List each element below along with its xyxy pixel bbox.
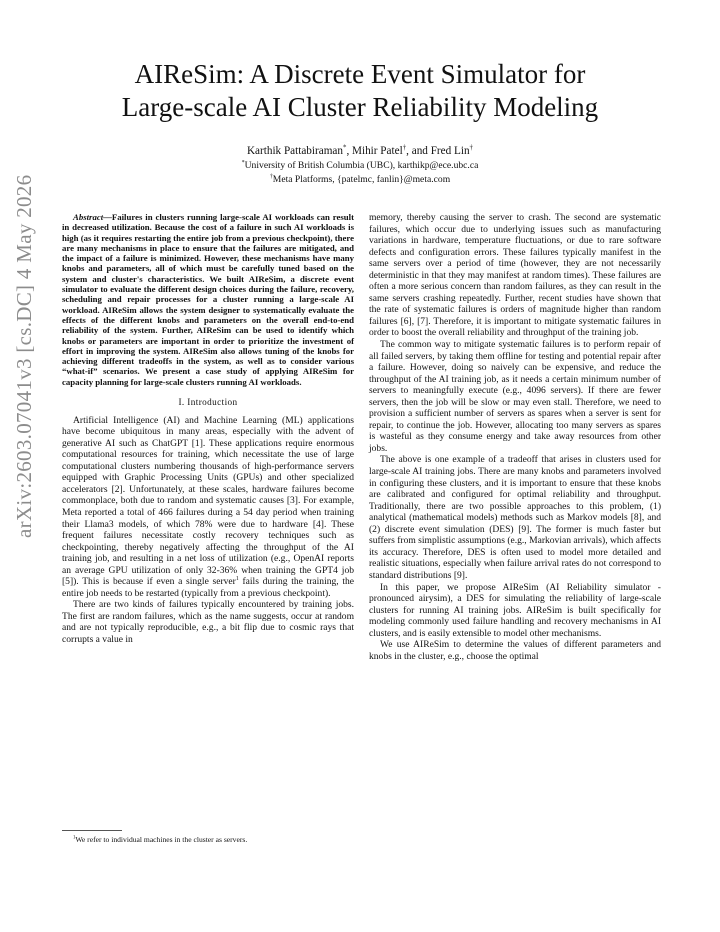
affiliation-meta xyxy=(60,173,660,186)
abstract-label: Abstract xyxy=(73,212,104,222)
affiliation-mark: † xyxy=(269,173,273,180)
paragraph: The above is one example of a tradeoff that arises in clusters used for large-scale AI training jobs. There are many knobs and parameters involved in configuring these clusters, and it is important to ensure that these knobs are calibrated and configured for optimal reliability and throughput. Traditionally, there are two possible approaches to this problem, (1) analytical (mathematical models) methods such as Markov models [8], and (2) discrete event simulation (DES) [9]. The former is much faster but suffers from simplistic assumptions (e.g., Markovian arrivals), which affects its accuracy. Therefore, DES is often used to model more detailed and realistic situations, especially when failure arrival rates do not correspond to standard distributions [9]. xyxy=(369,454,661,581)
abstract xyxy=(62,212,354,387)
left-column xyxy=(62,212,354,646)
affiliation-text: University of British Columbia (UBC), karthikp@ece.ubc.ca xyxy=(244,160,479,171)
author-name: , and Fred Lin xyxy=(406,145,470,157)
paragraph-text: fails during the training, the entire job needs to be restarted (typically from a previous checkpoint). xyxy=(62,576,355,599)
affiliation-mark: * xyxy=(241,159,245,166)
paragraph xyxy=(62,415,354,600)
affiliation-mark: † xyxy=(469,143,474,152)
affiliation-text: Meta Platforms, {patelmc, fanlin}@meta.com xyxy=(272,174,451,185)
paragraph: memory, thereby causing the server to crash. The second are systematic failures, which occur due to underlying issues such as manufacturing variations in hardware, temperature fluctuations, or due to rare software defects and configuration errors. These failures typically manifest in the same servers over a period of time (however, they are not necessarily deterministic in that they may manifest at random times). These failures are often a more serious concern than random failures, as they can result in the same servers crashing repeatedly. Further, recent studies have shown that the rate of systematic failures is orders of magnitude higher than random failures [6], [7]. Therefore, it is important to mitigate systematic failures in order to boost the overall reliability and throughput of the training job. xyxy=(369,212,661,339)
paragraph: The common way to mitigate systematic failures is to perform repair of all failed servers, by taking them offline for testing and potential repair after a failure. However, doing so naively can be expensive, and reduce the throughput of the AI training job, as it needs a certain minimum number of servers to meaningfully execute (e.g., 4096 servers). If there are fewer servers, then the job will be slow or may even stall. Therefore, we need to provision a sufficient number of servers as spares when a server is sent for repair, to continue the job. However, allocating too many servers as spares is wasteful as they consume energy and take away resources from other jobs. xyxy=(369,339,661,454)
footnote-mark: 1 xyxy=(235,576,239,583)
affiliation-mark: † xyxy=(402,143,407,152)
footnote-divider xyxy=(62,830,122,831)
footnote-mark: 1 xyxy=(73,835,76,841)
right-column xyxy=(369,212,661,662)
arxiv-identifier: arXiv:2603.07041v3 [cs.DC] 4 May 2026 xyxy=(12,174,36,538)
author-name: , Mihir Patel xyxy=(346,145,403,157)
abstract-text: —Failures in clusters running large-scale AI workloads can result in decreased utilization. Because the cost of a failure in such AI workloads is high (as it requires restarting the entire job from a previous checkpoint), there are many mechanisms in place to ensure that the failures are mitigated, and the impact of a failure is minimized. However, these mechanisms have many knobs and parameters, all of which must be carefully tuned based on the system and cluster's characteristics. We built AIReSim, a discrete event simulator to evaluate the different design choices during the failure, recovery, scheduling and repair processes for a cluster running a large-scale AI workload. AIReSim allows the system designer to systematically evaluate the effects of the different knobs and parameters on the overall end-to-end reliability of the system. Further, AIReSim can be used to identify which knobs or parameters are important in order to prioritize the investment of effort in improving the system. AIReSim also allows tuning of the knobs for achieving different tradeoffs in the system, as well as to consider various “what-if” scenarios. We present a case study of applying AIReSim for capacity planning for large-scale clusters running AI workloads. xyxy=(62,212,354,387)
paper-title xyxy=(60,58,660,124)
section-heading-introduction: I. Introduction xyxy=(178,397,238,408)
footnote xyxy=(62,835,354,844)
paragraph: There are two kinds of failures typically encountered by training jobs. The first are random failures, which as the name suggests, occur at random and are not typically reproducible, e.g., a bit flip due to cosmic rays that corrupts a value in xyxy=(62,599,354,645)
paragraph-text: Artificial Intelligence (AI) and Machine Learning (ML) applications have become ubiquitous in many areas, especially with the advent of generative AI such as ChatGPT [1]. These applications require enormous computational resources for training, which necessitate the use of large computational clusters numbering thousands of high-performance servers equipped with Graphic Processing Units (GPUs) and other specialized accelerators [2]. Unfortunately, at these scales, hardware failures become commonplace, both due to random and systematic causes [3]. For example, Meta reported a total of 466 failures during a 54 day period when training their Llama3 models, of which 78% were due to hardware [4]. These frequent failures necessitate costly recovery techniques such as checkpointing, thereby negatively affecting the throughput of the AI training job, and resulting in a net loss of utilization (e.g., OpenAI reports an average GPU utilization of only 32-36% when training the GPT4 job [5]). This is because if even a single server xyxy=(62,414,354,588)
paragraph: In this paper, we propose AIReSim (AI Reliability simulator - pronounced airysim), a DES for simulating the reliability of large-scale clusters for running AI training jobs. AIReSim is built specifically for modeling commonly used failure handling and recovery mechanisms in AI clusters, and is easily extensible to model other mechanisms. xyxy=(369,581,661,639)
paragraph: We use AIReSim to determine the values of different parameters and knobs in the cluster, e.g., choose the optimal xyxy=(369,639,661,662)
title-line-1: AIReSim: A Discrete Event Simulator for xyxy=(134,59,586,89)
author-list xyxy=(60,144,660,158)
affiliation-mark: * xyxy=(342,143,347,152)
affiliation-ubc xyxy=(60,159,660,172)
footnote-text: We refer to individual machines in the cluster as servers. xyxy=(75,835,248,844)
author-name: Karthik Pattabiraman xyxy=(246,145,343,157)
title-line-2: Large-scale AI Cluster Reliability Modeling xyxy=(121,92,599,122)
